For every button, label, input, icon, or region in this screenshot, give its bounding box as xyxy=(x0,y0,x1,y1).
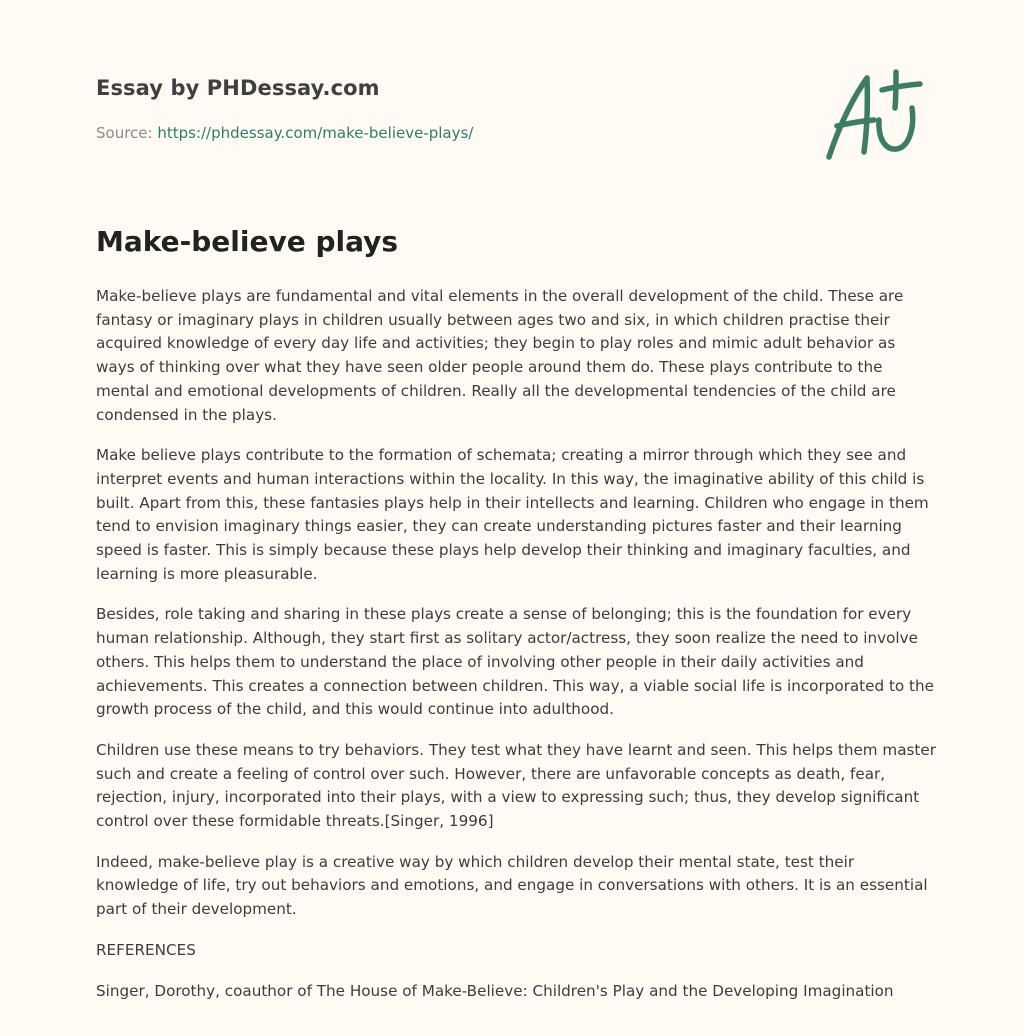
reference-item: Singer, Dorothy, coauthor of The House of Make-Believe: Children's Play and the Developing Imagination xyxy=(96,981,894,1000)
source-link[interactable]: https://phdessay.com/make-believe-plays/ xyxy=(157,124,474,142)
article-title: Make-believe plays xyxy=(96,225,399,258)
references-heading: REFERENCES xyxy=(96,940,196,959)
paragraph: Besides, role taking and sharing in these plays create a sense of belonging; this is the foundation for every human relationship. Although, they start first as solitary actor/actress, they soon realize the need to involve others. This helps them to understand the place of involving other people in their daily activities and achievements. This creates a connection between children. This way, a viable social life is incorporated to the growth process of the child, and this would continue into adulthood. xyxy=(96,605,934,719)
source-label: Source: xyxy=(96,124,158,142)
paragraph: Make-believe plays are fundamental and vital elements in the overall development of the child. These are fantasy or imaginary plays in children usually between ages two and six, in which children practise their acquired knowledge of every day life and activities; they begin to play roles and mimic adult behavior as ways of thinking over what they have seen older people around them do. These plays contribute to the mental and emotional developments of children. Really all the developmental tendencies of the child are condensed in the plays. xyxy=(96,287,904,424)
paragraph: Make believe plays contribute to the formation of schemata; creating a mirror through which they see and interpret events and human interactions within the locality. In this way, the imaginative ability of this child is built. Apart from this, these fantasies plays help in their intellects and learning. Children who engage in them tend to envision imaginary things easier, they can create understanding pictures faster and their learning speed is faster. This is simply because these plays help develop their thinking and imaginary faculties, and learning is more pleasurable. xyxy=(96,446,929,583)
paragraph: Indeed, make-believe play is a creative way by which children develop their mental state, test their knowledge of life, try out behaviors and emotions, and engage in conversations with others. It is an essential part of their development. xyxy=(96,852,928,919)
source-line xyxy=(96,124,473,142)
paragraph: Children use these means to try behaviors. They test what they have learnt and seen. This helps them master such and create a feeling of control over such. However, there are unfavorable concepts as death, fear, rejection, injury, incorporated into their plays, with a view to expressing such; thus, they develop significant control over these formidable threats.[Singer, 1996] xyxy=(96,740,936,831)
site-title: Essay by PHDessay.com xyxy=(96,76,380,100)
a-plus-logo-icon xyxy=(822,68,928,164)
article-body xyxy=(96,285,936,1020)
